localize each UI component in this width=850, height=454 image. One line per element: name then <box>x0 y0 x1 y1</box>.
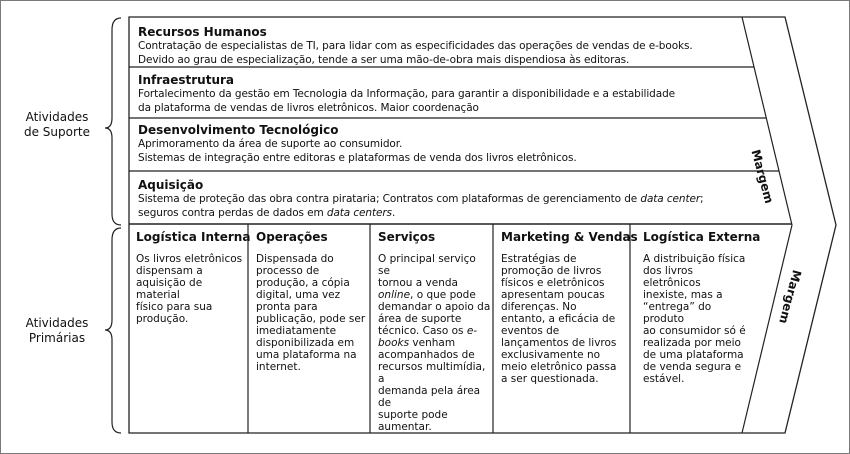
text-line: O principal serviço se <box>378 253 476 277</box>
text-line: dos livros eletrônicos <box>643 265 701 289</box>
text-line: promoção de livros <box>501 265 602 277</box>
primary-title: Operações <box>256 230 328 244</box>
text-line: aumentar. <box>378 421 432 433</box>
primary-title: Logística Externa <box>643 230 761 244</box>
text-line: de venda segura e <box>643 361 742 373</box>
primary-title: Logística Interna <box>136 230 251 244</box>
primary-title: Marketing & Vendas <box>501 230 638 244</box>
text-line: demanda pela área de <box>378 385 481 409</box>
primary-operacoes <box>256 230 368 373</box>
support-label-line2: de Suporte <box>23 125 91 139</box>
support-recursos-humanos <box>138 25 750 67</box>
text-line: A distribuição física <box>643 253 746 265</box>
text-line: acompanhados de <box>378 349 475 361</box>
support-activities-label <box>12 110 102 140</box>
support-aquisicao <box>138 178 750 220</box>
text-line: imediatamente <box>256 325 337 337</box>
text-line: recursos multimídia, a <box>378 361 486 385</box>
text-line: publicação, pode ser <box>256 313 366 325</box>
primary-body <box>378 253 491 433</box>
text-line: técnico. Caso os e- <box>378 325 478 337</box>
text-line: uma plataforma na <box>256 349 357 361</box>
support-body <box>138 193 750 220</box>
text-line: pronta para <box>256 301 318 313</box>
text-line: apresentam poucas <box>501 289 605 301</box>
text-line: físicos e eletrônicos <box>501 277 605 289</box>
text-line: meio eletrônico passa <box>501 361 617 373</box>
text-line: seguros contra perdas de dados em data centers. <box>138 206 396 219</box>
support-title: Infraestrutura <box>138 73 235 87</box>
primary-label-line1: Atividades <box>25 316 89 330</box>
text-line: suporte pode <box>378 409 448 421</box>
text-line: online, o que pode <box>378 289 476 301</box>
text-line: processo de <box>256 265 320 277</box>
margin-label-lower: Margem <box>776 268 804 326</box>
text-line: produção. <box>136 313 189 325</box>
text-line: realizada por meio <box>643 337 741 349</box>
primary-brace <box>105 228 121 433</box>
primary-activities-label <box>12 316 102 346</box>
text-line: entanto, a eficácia de <box>501 313 616 325</box>
text-line: estável. <box>643 373 685 385</box>
text-line: lançamentos de livros <box>501 337 617 349</box>
text-line: eventos de <box>501 325 560 337</box>
support-brace <box>105 18 121 225</box>
text-line: área de suporte <box>378 313 462 325</box>
text-line: Estratégias de <box>501 253 577 265</box>
text-line: a ser questionada. <box>501 373 599 385</box>
primary-body <box>256 253 368 373</box>
primary-body <box>643 253 753 385</box>
support-body <box>138 138 750 165</box>
support-desenvolvimento-tecnologico <box>138 123 750 165</box>
text-line: físico para sua <box>136 301 213 313</box>
text-line: ao consumidor só é <box>643 325 746 337</box>
text-line: Os livros eletrônicos <box>136 253 243 265</box>
text-line: da plataforma de vendas de livros eletrônicos. Maior coordenação <box>138 101 479 114</box>
primary-servicos <box>378 230 491 433</box>
text-line: demandar o apoio da <box>378 301 491 313</box>
text-line: “entrega” do produto <box>643 301 712 325</box>
primary-body <box>501 253 628 385</box>
support-label-line1: Atividades <box>25 110 89 124</box>
primary-body <box>136 253 246 325</box>
primary-title: Serviços <box>378 230 436 244</box>
text-line: internet. <box>256 361 301 373</box>
primary-label-line2: Primárias <box>28 331 86 345</box>
text-line: tornou a venda <box>378 277 458 289</box>
text-line: de uma plataforma <box>643 349 744 361</box>
text-line: produção, a cópia <box>256 277 350 289</box>
text-line: Fortalecimento da gestão em Tecnologia da Informação, para garantir a disponibilidade e a estabilidade <box>138 88 676 100</box>
text-line: books venham <box>378 337 456 349</box>
support-title: Desenvolvimento Tecnológico <box>138 123 339 137</box>
text-line: aquisição de material <box>136 277 203 301</box>
text-line: digital, uma vez <box>256 289 341 301</box>
support-body <box>138 40 750 67</box>
text-line: Sistemas de integração entre editoras e plataformas de venda dos livros eletrônicos. <box>138 151 577 164</box>
text-line: exclusivamente no <box>501 349 601 361</box>
primary-logistica-externa <box>643 230 761 385</box>
margin-label-upper: Margem <box>748 148 777 205</box>
primary-marketing-vendas <box>501 230 638 385</box>
text-line: Dispensada do <box>256 253 334 265</box>
support-title: Recursos Humanos <box>138 25 267 39</box>
text-line: Aprimoramento da área de suporte ao consumidor. <box>138 138 403 150</box>
primary-logistica-interna <box>136 230 251 325</box>
text-line: Sistema de proteção das obra contra pirataria; Contratos com plataformas de gerenciamento de data center; <box>138 193 704 205</box>
text-line: dispensam a <box>136 265 203 277</box>
text-line: inexiste, mas a <box>643 289 723 301</box>
text-line: diferenças. No <box>501 301 577 313</box>
text-line: Devido ao grau de especialização, tende a ser uma mão-de-obra mais dispendiosa às editoras. <box>138 53 630 66</box>
text-line: disponibilizada em <box>256 337 355 349</box>
support-title: Aquisição <box>138 178 204 192</box>
text-line: Contratação de especialistas de TI, para lidar com as especificidades das operações de vendas de e-books. <box>138 40 693 52</box>
support-infraestrutura <box>138 73 750 115</box>
support-body <box>138 88 750 115</box>
